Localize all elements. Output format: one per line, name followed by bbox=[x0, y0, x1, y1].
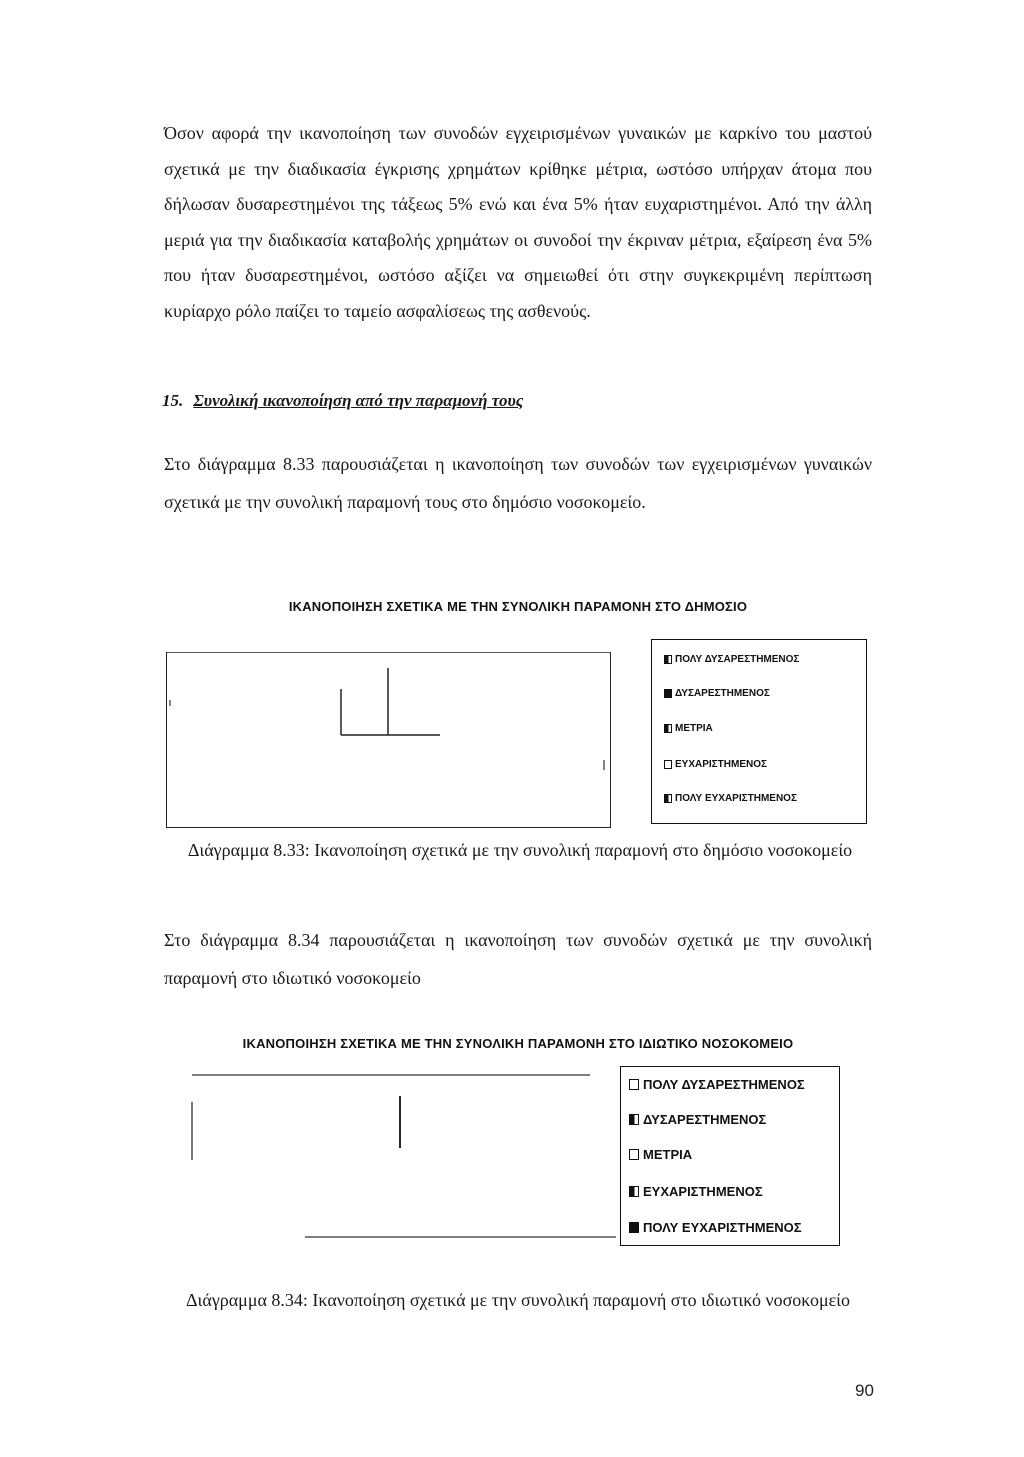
legend-item: ΜΕΤΡΙΑ bbox=[629, 1147, 692, 1162]
legend-swatch bbox=[664, 794, 672, 803]
legend-swatch bbox=[664, 655, 672, 664]
legend-item: ΔΥΣΑΡΕΣΤΗΜΕΝΟΣ bbox=[664, 688, 770, 699]
body-paragraph: Στο διάγραμμα 8.33 παρουσιάζεται η ικανοποίηση των συνοδών των εγχειρισμένων γυναικών σχετικά με την συνολική παραμονή τους στο δημόσιο νοσοκομείο. bbox=[164, 454, 872, 512]
chart-legend bbox=[651, 639, 867, 824]
legend-item: ΜΕΤΡΙΑ bbox=[664, 723, 713, 734]
body-paragraph: Όσον αφορά την ικανοποίηση των συνοδών εγχειρισμένων γυναικών με καρκίνο του μαστού σχετικά με την διαδικασία έγκρισης χρημάτων κρίθηκε μέτρια, ωστόσο υπήρχαν άτομα που δήλωσαν δυσαρεστημένοι της τάξεως 5% ενώ και ένα 5% ήταν ευχαριστημένοι. Από την άλλη μεριά για την διαδικασία καταβολής χρημάτων οι συνοδοί την έκριναν μέτρια, εξαίρεση ένα 5% που ήταν δυσαρεστημένοι, ωστόσο αξίζει να σημειωθεί ότι στην συγκεκριμένη περίπτωση κυρίαρχο ρόλο παίζει το ταμείο ασφαλίσεως της ασθενούς. bbox=[164, 123, 872, 321]
chart-legend bbox=[620, 1066, 840, 1246]
chart-title: ΙΚΑΝΟΠΟΙΗΣΗ ΣΧΕΤΙΚΑ ΜΕ ΤΗΝ ΣΥΝΟΛΙΚΗ ΠΑΡΑΜΟΝΗ ΣΤΟ ΙΔΙΩΤΙΚΟ ΝΟΣΟΚΟΜΕΙΟ bbox=[242, 1036, 794, 1051]
section-number: 15. bbox=[162, 391, 184, 410]
legend-swatch bbox=[629, 1079, 639, 1090]
legend-item: ΠΟΛΥ ΕΥΧΑΡΙΣΤΗΜΕΝΟΣ bbox=[664, 793, 797, 804]
legend-swatch bbox=[664, 760, 672, 769]
legend-item: ΠΟΛΥ ΔΥΣΑΡΕΣΤΗΜΕΝΟΣ bbox=[629, 1077, 805, 1092]
figure-caption: Διάγραμμα 8.33: Ικανοποίηση σχετικά με την συνολική παραμονή στο δημόσιο νοσοκομείο bbox=[187, 840, 853, 860]
figure-caption: Διάγραμμα 8.34: Ικανοποίηση σχετικά με την συνολική παραμονή στο ιδιωτικό νοσοκομείο bbox=[185, 1290, 851, 1310]
legend-swatch bbox=[629, 1114, 639, 1125]
legend-item: ΔΥΣΑΡΕΣΤΗΜΕΝΟΣ bbox=[629, 1112, 766, 1127]
legend-item: ΕΥΧΑΡΙΣΤΗΜΕΝΟΣ bbox=[664, 759, 767, 770]
legend-swatch bbox=[664, 724, 672, 733]
section-title: Συνολική ικανοποίηση από την παραμονή τους bbox=[193, 391, 524, 410]
chart-title: ΙΚΑΝΟΠΟΙΗΣΗ ΣΧΕΤΙΚΑ ΜΕ ΤΗΝ ΣΥΝΟΛΙΚΗ ΠΑΡΑΜΟΝΗ ΣΤΟ ΔΗΜΟΣΙΟ bbox=[288, 599, 748, 614]
legend-swatch bbox=[664, 689, 672, 698]
legend-item: ΠΟΛΥ ΕΥΧΑΡΙΣΤΗΜΕΝΟΣ bbox=[629, 1220, 802, 1235]
body-paragraph: Στο διάγραμμα 8.34 παρουσιάζεται η ικανοποίηση των συνοδών σχετικά με την συνολική παραμονή στο ιδιωτικό νοσοκομείο bbox=[164, 930, 872, 988]
legend-swatch bbox=[629, 1149, 639, 1160]
legend-item: ΕΥΧΑΡΙΣΤΗΜΕΝΟΣ bbox=[629, 1184, 763, 1199]
legend-swatch bbox=[629, 1186, 639, 1197]
legend-swatch bbox=[629, 1222, 639, 1233]
chart-plot-area bbox=[192, 1076, 610, 1235]
legend-item: ΠΟΛΥ ΔΥΣΑΡΕΣΤΗΜΕΝΟΣ bbox=[664, 654, 799, 665]
page-number: 90 bbox=[855, 1381, 874, 1400]
